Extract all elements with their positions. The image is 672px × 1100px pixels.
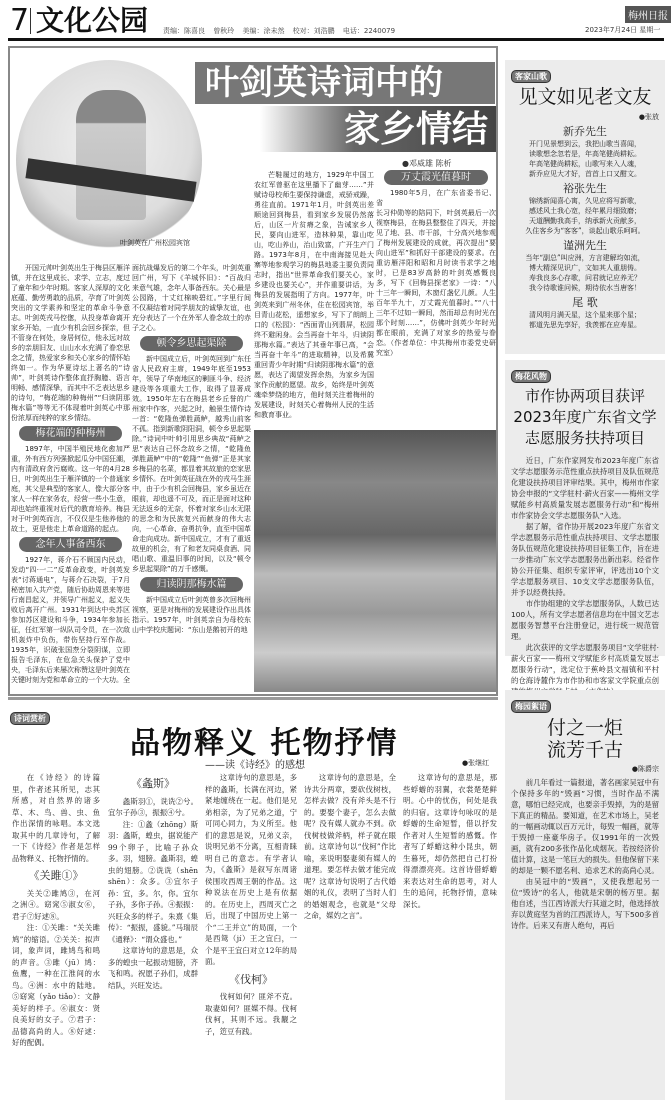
section-title: 文化公园 xyxy=(36,4,149,37)
paragraph: 这章诗句的意思是，多样的螽斯，长满在河边，紧紧地缠绕在一起。他们是兄弟相亲，为了兄弟之道，宁可同心同力，为义所至。他们的意思是说，兄弟义亲，说明兄弟不分离，互相青睐明自己的意志。有学者认为，《螽斯》是叙写东周诸侯围攻西周王朝的作品。这种说法在历史上是有依据的。在历史上，西周灭亡之后，出现了中国历史上第一个“二王并立”的局面，一个是西鸳（jí）王之宜臼，一个是平王宜臼对立12年的局面。 xyxy=(205,773,297,966)
poem-line: 锦绣新闻喜心寓，久见应将写新歌， xyxy=(529,197,641,205)
poem-name: 裕张先生 xyxy=(563,182,607,195)
paragraph: 1897年，中国半殖民地化愈加严重，外有西方列强掀起瓜分中国狂潮，内有清政府贪污腐败。这一年的4月28日，叶剑英出生于雁洋镇的一个普通家庭，其父是典型的客家人，像大部分客家人一样在家务农，经营一些小生意，却也始终重视对后代的教育培养。梅县对于叶剑英而言，不仅仅是生他养他的故土，更是他走上革命道路的起点。 xyxy=(11,445,130,533)
paragraph: 前几年看过一篇报道，著名画家吴冠中有个保持多年的“毁画”习惯，当时作品不满意，哪怕已经完成，也要亲手毁掉，为的是留下真正的精品。要知道，在艺术市场上，吴老的一幅画动辄以百万元计，每毁一幅画，就等于毁掉一座豪华房子。仅1991年的一次毁画，就有200多张作品化成烟灰。若按经济价值计算，这是一笔巨大的损失。但他保留下来的却是一颗不愿名利、追求艺术的高尚心灵。 xyxy=(511,778,659,875)
paragraph: 长习仲勋等的陪同下，叶剑英最后一次视察梅县，在梅县整整住了四天，并接见了地、县、市干部，十分高兴地参观了梅州发展建设的成就，再次提出“要向山进军”和抓好干部建设的要求。在重访雁洋阳和昭和月时读书求学之地时，已是83岁高龄的叶剑英感慨良多，写下《回梅县探老家》一诗：“八十三年一瞬间，木窗灯盏忆儿颜。人生百年半九十，万丈霞光值暮时。”“八十三年不过如一瞬间，然而却总有时光在那个时刻……”，仿佛叶剑英少年时光都在眼前，充满了对家乡的热爱与眷恋。（作者单位：中共梅州市委党史研究室） xyxy=(376,209,496,357)
sidebar-box-poems xyxy=(505,60,665,354)
page-number: 7 xyxy=(10,3,30,38)
bottom-column-2 xyxy=(108,772,198,1097)
box-title-line1: 付之一炬 xyxy=(546,717,623,739)
poem-name: 尾 歌 xyxy=(572,296,598,309)
bottom-column-4 xyxy=(304,772,396,1097)
paragraph: 芒鞋履过的地方，1929年中国工农红军曾驱在这里播下了幽芽……”并赋诗母校师生要保持谦虚，戒骄戒躁，勇往直前。1971年1月，叶剑英出差顺途回到梅县，看到家乡发展仍然落后，山区一片贫瘠之象，告诫家乡人民，要向山进军，造林种果，靠山吃山，吃山养山，治山致富，广开生产门路。1973年8月，在中南海接见赴大寨等地参观学习的梅县地委主要负责同志时，指出“世界革命我们要关心，家乡建设也要关心”，并作重要讲话，为梅县的发展指明了方向。1977年，叶剑英来到广州冬休，住在松园宾馆，举目青山花松，遥想家乡，写下了朗朗上口的《松园》：“西面青山列翡屏，松园终不避闲身。会当再奋十年斗，归读阴那梅水篇。”表达了其垂年事已高，“会当再奋十年斗”的进取精神，以及希冀重回青少年时期“归读阴那梅水篇”的意愿，表达了渴望发挥余热，为家乡为国家作贡献的愿望。故乡，始终是叶剑英魂牵梦绕的地方，他时刻关注着梅州的发展建设，时刻关心着梅州人民的生活和教育事业。 xyxy=(254,171,374,419)
bottom-column-5 xyxy=(403,772,497,1097)
paragraph: 市作协组建的文学志愿服务队，人数已达100人，所有文学志愿者信息均在中国文艺志愿服务智慧平台注册登记，进行统一规范管理。 xyxy=(511,599,659,641)
header-rule xyxy=(8,38,664,41)
feature-byline: ●邓威雄 陈析 xyxy=(402,159,452,168)
poem-line: 我今待歌谁问候，期待依水当唐客！ xyxy=(529,284,641,292)
feature-columns-3-4 xyxy=(254,170,496,426)
poem-lines xyxy=(511,139,659,179)
sidebar-box-news xyxy=(505,360,665,685)
box-author: ●张放 xyxy=(638,113,659,121)
box-title: 见文如见老文友 xyxy=(518,86,652,108)
column-tag: 诗词赏析 xyxy=(10,712,50,725)
column-tag: 梅园絮语 xyxy=(511,700,551,713)
staff-credits: 责编：陈喜良 曾秋玲 美编：涂未然 校对：刘浩鹏 电话：2240079 xyxy=(163,27,396,35)
poem-title: 《螽斯》 xyxy=(131,777,175,790)
paragraph: 这章诗句的意思是，那些蜉蝣的羽翼，衣裳楚楚鲜明。心中的忧伤，何处是我的归宿。这章诗句咏叹的是蜉蝣的生命短暂，借以抒发作者对人生短暂的感慨。作者写了蜉蝣这种小昆虫，朝生暮死，却仍然把自己打扮得漂漂亮亮。这首诗借蜉蝣来表达对生命的思考，对人生的追问，托物抒情，意味深长。 xyxy=(403,773,497,909)
poem-line: 天道酬勤我高手，纳承新火贡献多， xyxy=(529,217,641,225)
paragraph: 新中国成立后叶剑英曾多次回梅州视察，更是对梅州的发展建设作出具体指示。1957年，叶剑英亲自为母校东山中学校庆题词：“东山是鹅初开的地 xyxy=(132,596,251,634)
bottom-article-title: 品物释义 托物抒情 xyxy=(130,726,399,761)
box-body xyxy=(511,455,659,697)
section-divider xyxy=(8,697,498,700)
issue-date: 2023年7月24日 星期一 xyxy=(585,26,661,34)
poem-name: 谨洲先生 xyxy=(563,239,607,252)
paragraph: 1980年5月，在广东省委书记、省 xyxy=(376,189,496,207)
poem-list xyxy=(511,125,659,330)
poem-lines xyxy=(511,310,659,330)
paragraph: 此次获评的文学志愿服务项目“文学驻村·薪火百家——梅州文学赋能乡村高质量发展志愿服务行动”，选定位于蕉岭县文福镇和平村的仓海诗麓作为市作协和市客家文学院重点创 xyxy=(511,643,659,685)
paragraph: 在《诗经》的诗篇里，作者述其所见，志其所感，对自然界的诸多草、木、鸟、兽、虫、鱼作出深情的咏唱。本文选取其中的几章诗句，了解一下《诗经》作者是怎样品物释义、托物抒情的。 xyxy=(12,773,100,863)
feature-columns-1-2 xyxy=(11,263,251,693)
poem-lines xyxy=(511,196,659,236)
column-tag: 梅花风物 xyxy=(511,370,551,383)
poem-lines xyxy=(511,253,659,293)
poem-line: 新乔应见大才好，首首上口又酣文。 xyxy=(529,170,641,178)
poem-line: 感述风土我心宽，经年累月细致磨； xyxy=(529,207,641,215)
newspaper-logo: 梅州日报 xyxy=(625,6,671,23)
paragraph: 开国元帅叶剑英出生于梅县区雁洋镇，并在这里成长、求学、立志，度过了童年和少年时期。客家人深厚的文化底蕴、勤劳勇敢的品质，孕育了叶剑英突出的文学素养和坚定的革命斗争意志。叶剑英戎马倥偬，从投身革命离开家乡开始，一直少有机会回乡探亲，但不管身在何处，身居何位，他永远对故乡的亲朋旧友、山山水水充满了眷恋思念之情，热爱家乡和关心家乡的情怀始终如一。作为华夏诗坛上著名的“诗帅”，叶剑英诗作整体直抒胸臆、语言明畅、感情深挚，而其中不乏表达思乡的诗句，“梅花端的种梅州”“归读阴那梅水篇”等等无不体现着叶剑英心中那份浓厚而纯粹的家乡情结。 xyxy=(11,264,130,422)
box-title: 市作协两项目获评2023年度广东省文学志愿服务扶持项目 xyxy=(513,387,657,447)
subheading: 万丈霞光值暮时 xyxy=(384,170,488,185)
poem-line: 当年“副总”叫应洲，方言建解均如流， xyxy=(525,254,645,262)
poem-line: 年高笔健尚耕耘，山歌写来入人魂， xyxy=(529,160,641,168)
sidebar-box-essay xyxy=(505,690,665,1100)
paragraph: 近日，广东作家网发布2023年度广东省文学志愿服务示范性重点扶持项目及队伍规范化建设扶持项目评审结果。其中，梅州市作家协会申报的“文学驻村·薪火百家——梅州文学赋能乡村高质量发展志愿服务行动”和“梅州市作家协会文学志愿服务队”入选。 xyxy=(511,456,659,520)
header-divider xyxy=(30,8,31,34)
feature-title-line1: 叶剑英诗词中的 xyxy=(195,62,495,104)
person-figure xyxy=(76,90,146,220)
bottom-column-1 xyxy=(12,772,100,1097)
box-author: ●陈爵宗 xyxy=(631,765,659,773)
paragraph: 这章诗句的意思是，众多的蝗虫一起振动翅膀，齐飞和鸣。祝愿子孙们，成群结队，兴旺发达。 xyxy=(108,946,198,990)
poem-notes: 注：①螽（zhōng）斯羽：螽斯，蝗虫，据说能产99个卵子，比喻子孙众多。羽，翅膀。螽斯羽，蝗虫的翅膀。②诜诜（shēn shēn）：众多。③宜尔子孙：宜，多。尔，你。宜尔子孙，多你子孙。④振振：兴旺众多的样子。朱熹《集传》：“振振，盛貌。”马瑞辰《通释》：“谓众盛也。” xyxy=(108,819,198,944)
paragraph: 由吴冠中的“毁画”，又使我想起另一位“毁诗”的名人，他就是宋朝的杨万里。据他自述，当江西诗派大行其道之时，他选择放弃以黄庭坚为首的江西派诗人，写下500多首诗作。后来又有唐人绝句，再后 xyxy=(511,877,659,930)
lotus-pond-photo xyxy=(254,430,496,692)
paragraph: 1927年，蒋介石不顾国内民动，发动“四·一二”反革命政变，叶剑英发表“讨蒋通电”，与蒋介石决裂，于7月秘密加入共产党，随后协助周恩来等进行南昌起义，并领导广州起义，起义失败后离开广州。1931年到达中央苏区参加苏区建设和斗争，1934年参加长征，任红军第一纵队司令员，在一次敌机轰炸中负伤，带伤坚持行军作战。1935年，识破张国焘分裂阴谋，立即报告毛泽东，在危急关头保护了党中央，毛泽东后来屡次称赞这是叶剑英在关键时刻为党和革命立的一个大功。全面抗战爆发后的第二个年头，叶剑英重回广州，写下《羊城怀旧》：“百战归来意气雄，念年人事备西东。关心最是公园路，十丈红棉映碧红。”字里行间不仅凝结着对同学朋友的诚挚友谊，也充分表达了一个在外军人眷念故土的赤子之心。 xyxy=(11,264,251,684)
portrait-photo xyxy=(16,60,202,260)
poem-line: 久住客乡为“客客”，谈起山歌乐呵呵。 xyxy=(525,227,645,235)
feature-title-line2: 家乡情结 xyxy=(260,106,496,152)
subheading: 梅花端的种梅州 xyxy=(19,426,122,441)
column-tag: 客家山歌 xyxy=(511,70,551,83)
bottom-article-subtitle: ——读《诗经》的感想 xyxy=(205,760,305,771)
poem-title: 《伐柯》 xyxy=(229,972,273,986)
subheading: 顿令乡思起渠除 xyxy=(140,336,243,351)
poem-line: 开门见景想到云，我把山歌当喜闻， xyxy=(529,140,641,148)
bottom-column-3 xyxy=(205,772,297,1097)
poem-line: 寿我良多心存歌，问君就记应养无？ xyxy=(529,274,641,282)
paragraph: 这章诗句的意思是，全诗共分两章，要砍伐树枝，怎样去做？没有斧头是不行的。要娶个妻子，怎么去做呢？没有媒人就办不到。砍伐树枝做斧柄，样子就在眼前。这章诗句以“伐柯”作比喻，来说明娶妻须有媒人的道理。要怎样去做才能完成呢？这章诗句说明了古代婚姻的礼仪，表明了当时人们的婚姻观念，也就是“父母之命，媒妁之言”。 xyxy=(304,773,396,920)
paragraph: 据了解，省作协开展2023年度广东省文学志愿服务示范性重点扶持项目、文学志愿服务队伍规范化建设扶持项目征集工作，旨在进一步推动广东文学志愿服务出新出彩。经省作协公开征集、组织专家评审，评选出10个文学志愿服务项目、10支文学志愿服务队伍，并予以经费扶持。 xyxy=(511,522,659,597)
box-title-line2: 流芳千古 xyxy=(546,739,623,761)
bottom-article-author: ●张继红 xyxy=(462,759,490,767)
poem-line: 读歌想念忽若是，年高笔健尚耕耘。 xyxy=(529,150,641,158)
subheading: 念年人事备西东 xyxy=(19,537,122,552)
paragraph: 新中国成立后，叶剑英回到广东任省人民政府主席，1949年底至1953年，领导了华南地区的剿匪斗争、经济建设等各项重大工作，取得了显著成效。1950年左右在梅县老乡丘誉的广州家中作客，兴起之时，触景生情作诗一首：“乾隆鱼弹胜蔬鲈，越秀山前客不孤。指到新歌阴阳洞，顿令乡思起渠除。”诗词中叶帅引用思乡典故“莼鲈之思”表达自己怀念故乡之情，“乾隆鱼弹胜蔬鲈”中的“乾隆”“鱼弹”正是其家乡梅县的名菜，都显着其故旅的恋家思乡情怀。在叶剑英征战在外的戎马生涯中，由于少有机会回梅县，家乡虽近在眼前，却也遥不可及，而正是面对这种无法返乡的无奈，怀着对家乡山水无限的思念和为民族复兴而献身的伟大志向，一心革命、奋勇抗争，直至中国革命走向成功。新中国成立，才有了重返故里的机会，有了和老友同桌食酒、同唱山歌、重温旧事的时间，以及“顿令乡思起渠除”的万千感慨。 xyxy=(132,355,251,573)
poem-line: 清风明月满天星，这个星来那个星； xyxy=(529,311,641,319)
photo-caption: 叶剑英在广州松园宾馆 xyxy=(120,239,190,247)
poem-line: 博大精深见识广，文如其人重朋俦。 xyxy=(529,264,641,272)
poem-text: 伐柯如何？匪斧不克。取妻如何？匪媒不得。伐柯伐柯，其则不远。我觏之子，笾豆有践。 xyxy=(205,992,297,1036)
poem-notes: 注：①关雎：“关关雎鸠”的缩语。②关关：拟声词，象声词，雎鸠鸟和鸣的声音。③雎（jū）鸠：鱼鹰，一种在江淮间的水鸟。④洲：水中的陆地。⑤窈窕（yǎo tiǎo）：文静美好的样子。⑥淑女：贤良美好的女子。⑦君子：品德高尚的人。⑧好逑：好的配偶。 xyxy=(12,923,100,1047)
poem-title: 《关雎①》 xyxy=(28,869,84,882)
poem-text: 关关②雎鸠③，在河之洲④。窈窕⑤淑女⑥，君子⑦好逑⑧。 xyxy=(12,888,100,921)
subheading: 归读阴那梅水篇 xyxy=(140,577,243,592)
poem-text: 螽斯羽①，诜诜②兮。宜尔子孙③，振振④兮。 xyxy=(108,796,198,817)
poem-line: 都道先思先享好，我羡都在应寿星。 xyxy=(529,321,641,329)
poem-name: 新乔先生 xyxy=(563,125,607,138)
box-body xyxy=(511,777,659,931)
